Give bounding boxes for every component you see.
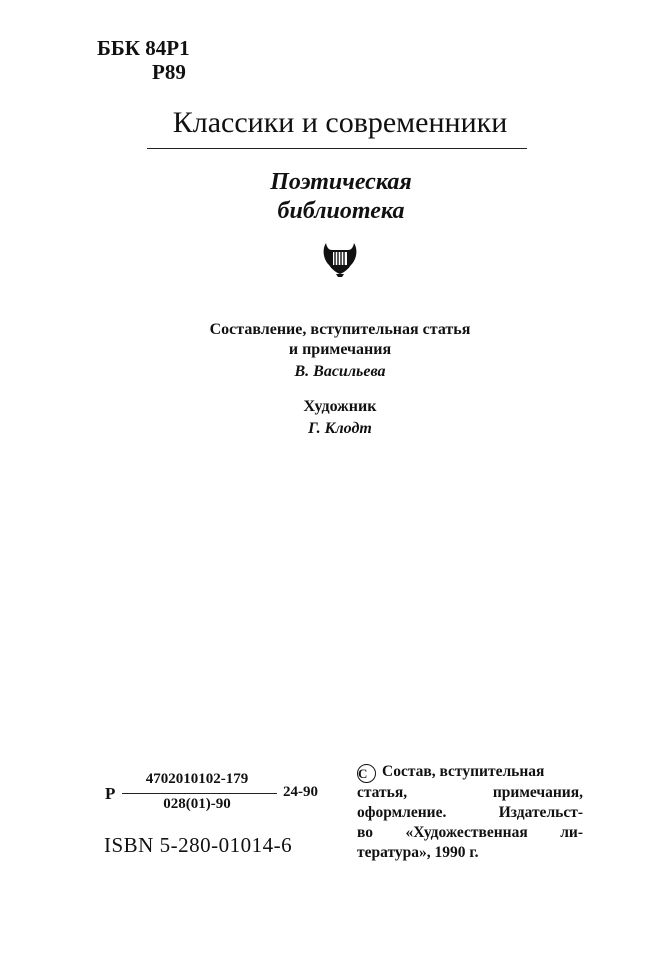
artist-name: Г. Клодт [308,420,372,437]
publication-code [105,771,345,821]
copyright-line-2: статья, примечания, [357,784,583,801]
compiler-role-line-2: и примечания [288,341,392,358]
subseries-line-2: библиотека [277,198,405,224]
compiler-role-line-1: Составление, вступительная статья [209,321,471,338]
copyright-notice [357,762,583,863]
subseries-line-1: Поэтическая [270,169,412,195]
price-code: 24-90 [283,784,318,800]
author-mark: Р89 [152,60,186,84]
publication-code-numerator: 4702010102-179 [145,771,249,787]
copyright-icon: C [357,764,376,783]
publication-code-letter: Р [105,784,116,803]
copyright-line-3: оформление. Издательст- [357,804,583,821]
copyright-line-4: во «Художественная ли- [357,824,583,841]
publication-code-denominator: 028(01)-90 [163,796,231,812]
series-title: Классики и современники [172,106,508,139]
artist-role: Художник [303,398,377,415]
compiler-name: В. Васильева [294,363,386,380]
copyright-line-5: тература», 1990 г. [357,844,479,861]
copyright-text-1: Состав, вступительная [382,763,545,780]
copyright-line-1 [357,762,583,783]
bbk-classification: ББК 84Р1 [97,36,190,60]
isbn: ISBN 5-280-01014-6 [104,833,293,857]
fraction-line [122,793,277,794]
lyre-icon [320,239,360,279]
title-divider [147,148,527,149]
